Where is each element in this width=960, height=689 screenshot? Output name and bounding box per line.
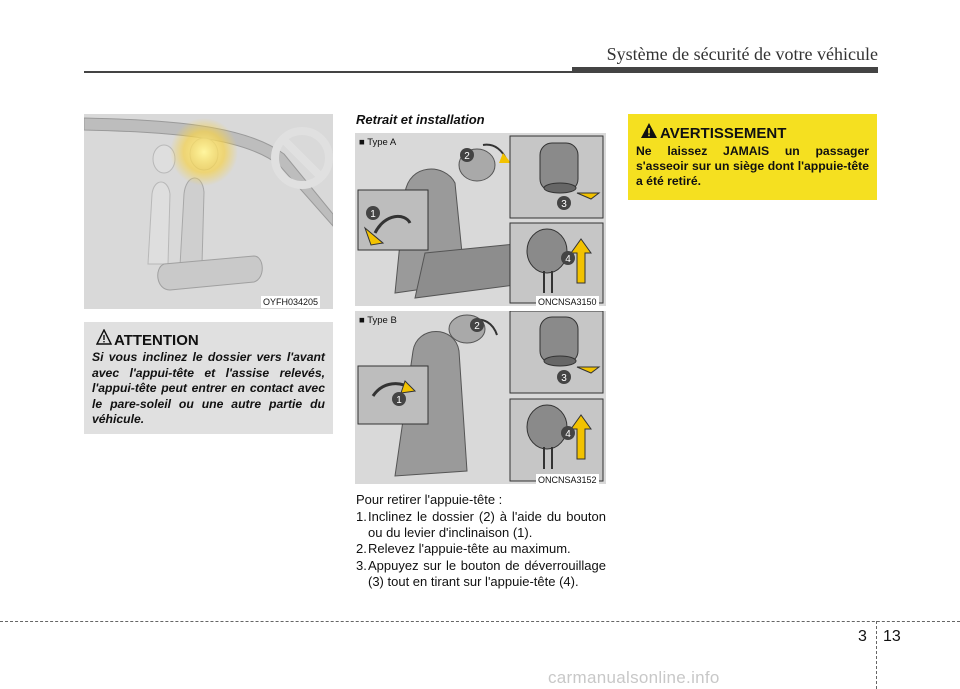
- step-text: Inclinez le dossier (2) à l'aide du bouton ou du levier d'inclinaison (1).: [368, 509, 606, 540]
- type-a-label: ■ Type A: [359, 137, 397, 148]
- footer-rule: [0, 621, 960, 622]
- marker-1: 1: [370, 209, 376, 220]
- warning-text: Ne laissez JAMAIS un passager s'asseoir sur un siège dont l'appuie-tête a été retiré.: [636, 144, 869, 188]
- footer-divider: [876, 621, 877, 689]
- figure-caption: ONCNSA3152: [538, 475, 597, 485]
- marker-3: 3: [561, 199, 567, 210]
- watermark: carmanualsonline.info: [548, 668, 720, 687]
- marker-3: 3: [561, 373, 567, 384]
- instructions-intro: Pour retirer l'appuie-tête :: [356, 492, 503, 507]
- header-rule-accent: [572, 67, 878, 73]
- warning-title: AVERTISSEMENT: [660, 125, 787, 142]
- section-heading: Retrait et installation: [356, 112, 485, 127]
- marker-1: 1: [396, 395, 402, 406]
- chapter-number: 3: [858, 628, 867, 645]
- page-number: 13: [883, 628, 901, 645]
- step-number: 3.: [356, 558, 367, 573]
- header-title: Système de sécurité de votre véhicule: [606, 44, 878, 64]
- figure-caption: ONCNSA3150: [538, 297, 597, 307]
- attention-title: ATTENTION: [114, 332, 199, 349]
- instruction-step: [356, 541, 606, 557]
- marker-4: 4: [565, 429, 571, 440]
- caution-triangle-icon: [96, 329, 112, 350]
- step-text: Appuyez sur le bouton de déverrouillage (3) tout en tirant sur l'appuie-tête (4).: [368, 558, 606, 589]
- headrest-removal-figure-type-a: [355, 133, 606, 306]
- step-number: 1.: [356, 509, 367, 524]
- instruction-step: [356, 558, 606, 590]
- headrest-sunvisor-illustration: [84, 114, 333, 309]
- marker-2: 2: [474, 321, 480, 332]
- instruction-step: [356, 509, 606, 541]
- attention-text: Si vous inclinez le dossier vers l'avant avec l'appui-tête et l'assise relevés, l'appui-tête peut entrer en contact avec le pare-soleil ou une autre partie du véhicule.: [92, 350, 325, 426]
- warning-triangle-icon: [640, 122, 658, 144]
- marker-2: 2: [464, 151, 470, 162]
- type-b-label: ■ Type B: [359, 315, 397, 326]
- figure-caption: OYFH034205: [263, 297, 319, 307]
- marker-4: 4: [565, 254, 571, 265]
- step-number: 2.: [356, 541, 367, 556]
- headrest-removal-figure-type-b: [355, 311, 606, 484]
- step-text: Relevez l'appuie-tête au maximum.: [368, 541, 571, 556]
